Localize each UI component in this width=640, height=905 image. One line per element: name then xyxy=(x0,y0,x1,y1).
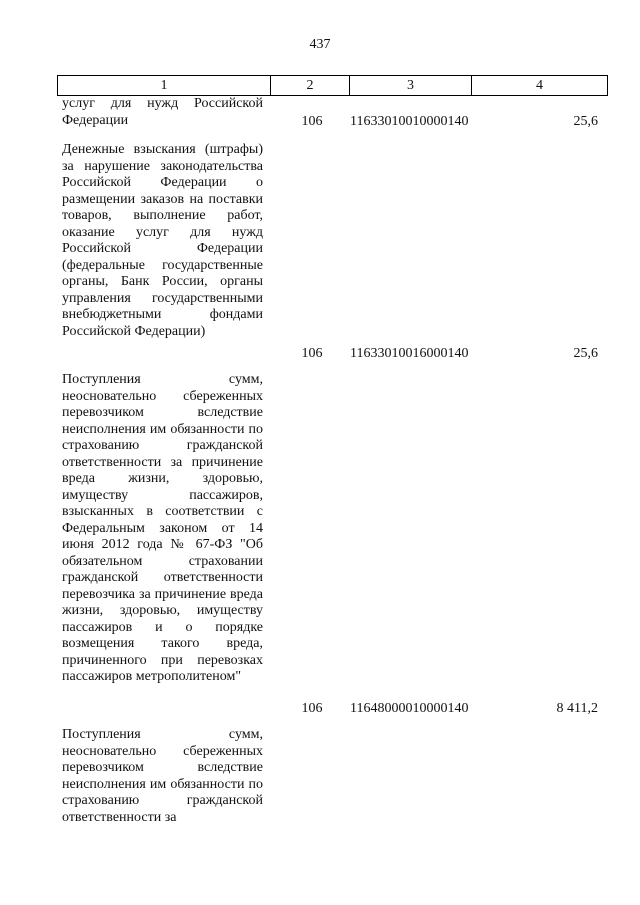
header-col-2: 2 xyxy=(271,76,350,96)
row-kbk: 11633010016000140 xyxy=(350,346,469,361)
row-amount: 25,6 xyxy=(573,114,598,129)
row-code: 106 xyxy=(301,701,323,716)
row-description: услуг для нужд Российской Федерации xyxy=(62,96,263,128)
header-col-4: 4 xyxy=(472,76,608,96)
page-number: 437 xyxy=(309,37,331,52)
row-description: Денежные взыскания (штрафы) за нарушение законодательства Российской Федерации о размещении заказов на поставки товаров, выполнение работ, оказание услуг для нужд Российской Федерации (федеральные государственные органы, Банк России, органы управления государственными внебюджетными фондами Российской Федерации) xyxy=(62,142,263,339)
row-code: 106 xyxy=(301,114,323,129)
table-header xyxy=(57,75,608,96)
row-kbk: 11648000010000140 xyxy=(350,701,469,716)
row-amount: 25,6 xyxy=(573,346,598,361)
row-amount: 8 411,2 xyxy=(556,701,598,716)
header-col-1: 1 xyxy=(58,76,271,96)
row-description: Поступления сумм, неосновательно сбереженных перевозчиком вследствие неисполнения им обязанности по страхованию гражданской ответственности за xyxy=(62,727,263,825)
row-code: 106 xyxy=(301,346,323,361)
row-kbk: 11633010010000140 xyxy=(350,114,469,129)
row-description: Поступления сумм, неосновательно сбереженных перевозчиком вследствие неисполнения им обязанности по страхованию гражданской ответственности за причинение вреда жизни, здоровью, имуществу пассажиров, взысканных в соответствии с Федеральным законом от 14 июня 2012 года № 67-ФЗ "Об обязательном страховании гражданской ответственности перевозчика за причинение вреда жизни, здоровью, имуществу пассажиров и о порядке возмещения такого вреда, причиненного при перевозках пассажиров метрополитеном" xyxy=(62,372,263,684)
header-col-3: 3 xyxy=(350,76,472,96)
